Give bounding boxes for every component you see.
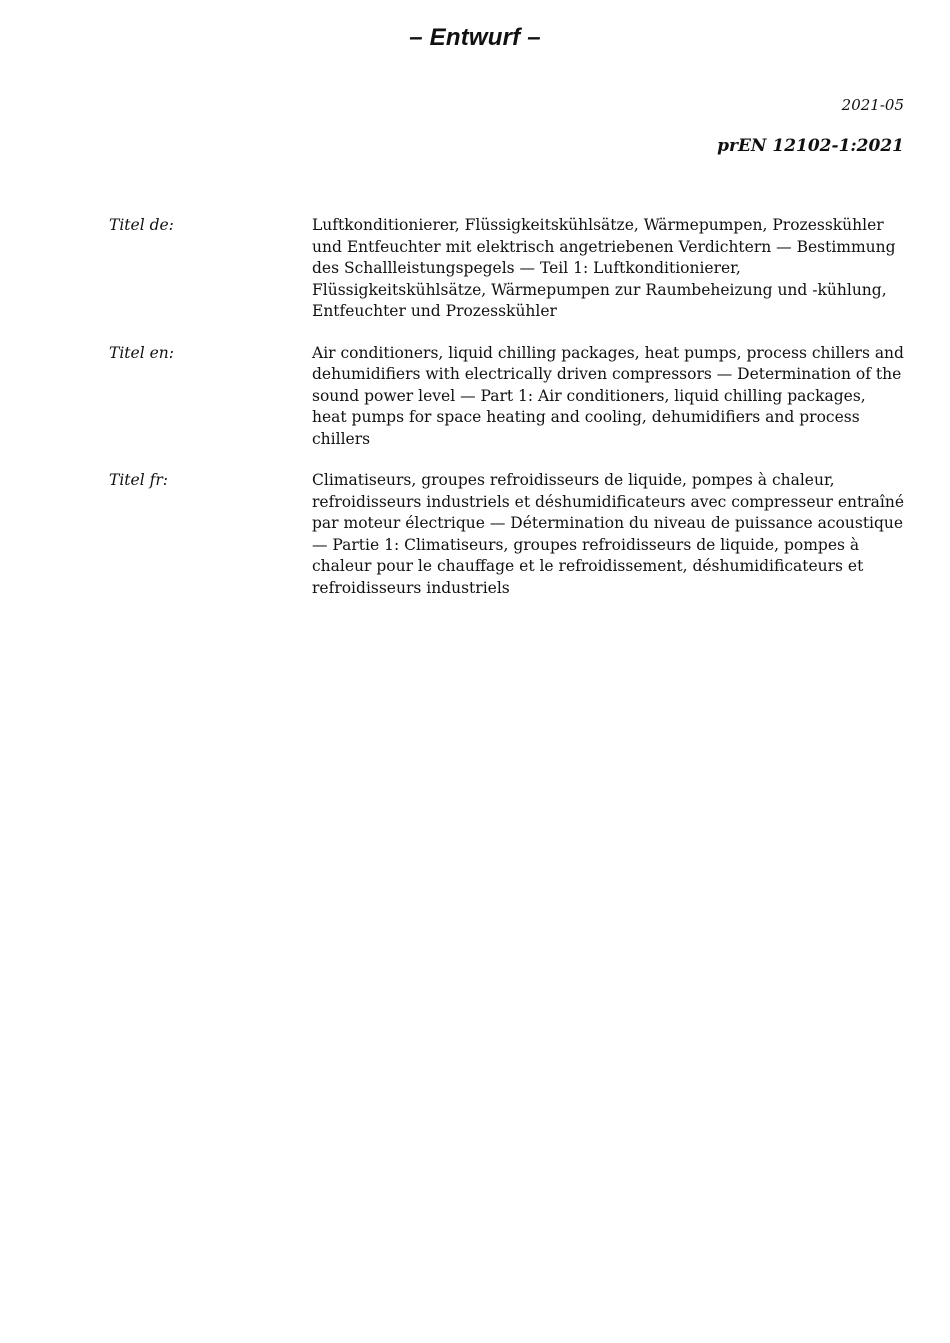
title-label-fr: Titel fr:: [109, 471, 168, 489]
title-row-de: [109, 215, 905, 323]
title-row-fr: [109, 470, 905, 599]
title-row-en: [109, 343, 905, 451]
document-number: prEN 12102-1:2021: [717, 136, 904, 156]
title-text-de: Luftkonditionierer, Flüssigkeitskühlsätze, Wärmepumpen, Prozesskühler und Entfeuchter mit elektrisch angetriebenen Verdichtern — Bestimmung des Schallleistungspegels — Teil 1: Luftkonditionierer, Flüssigkeitskühlsätze, Wärmepumpen zur Raumbeheizung und -kühlung, Entfeuchter und Prozesskühler: [312, 216, 896, 320]
title-label-en: Titel en:: [109, 343, 174, 362]
draft-heading: – Entwurf –: [409, 24, 541, 51]
title-label-de: Titel de:: [109, 216, 174, 234]
titles-block: [109, 215, 905, 619]
document-date: 2021-05: [841, 96, 904, 114]
title-text-fr: Climatiseurs, groupes refroidisseurs de liquide, pompes à chaleur, refroidisseurs industriels et déshumidificateurs avec compresseur entraîné par moteur électrique — Détermination du niveau de puissance acoustique — Partie 1: Climatiseurs, groupes refroidisseurs de liquide, pompes à chaleur pour le chauffage et le refroidissement, déshumidificateurs et refroidisseurs industriels: [312, 471, 905, 597]
title-text-en: Air conditioners, liquid chilling packages, heat pumps, process chillers and dehumidifiers with electrically driven compressors — Determination of the sound power level — Part 1: Air conditioners, liquid chilling packages, heat pumps for space heating and cooling, dehumidifiers and process chillers: [312, 343, 904, 448]
